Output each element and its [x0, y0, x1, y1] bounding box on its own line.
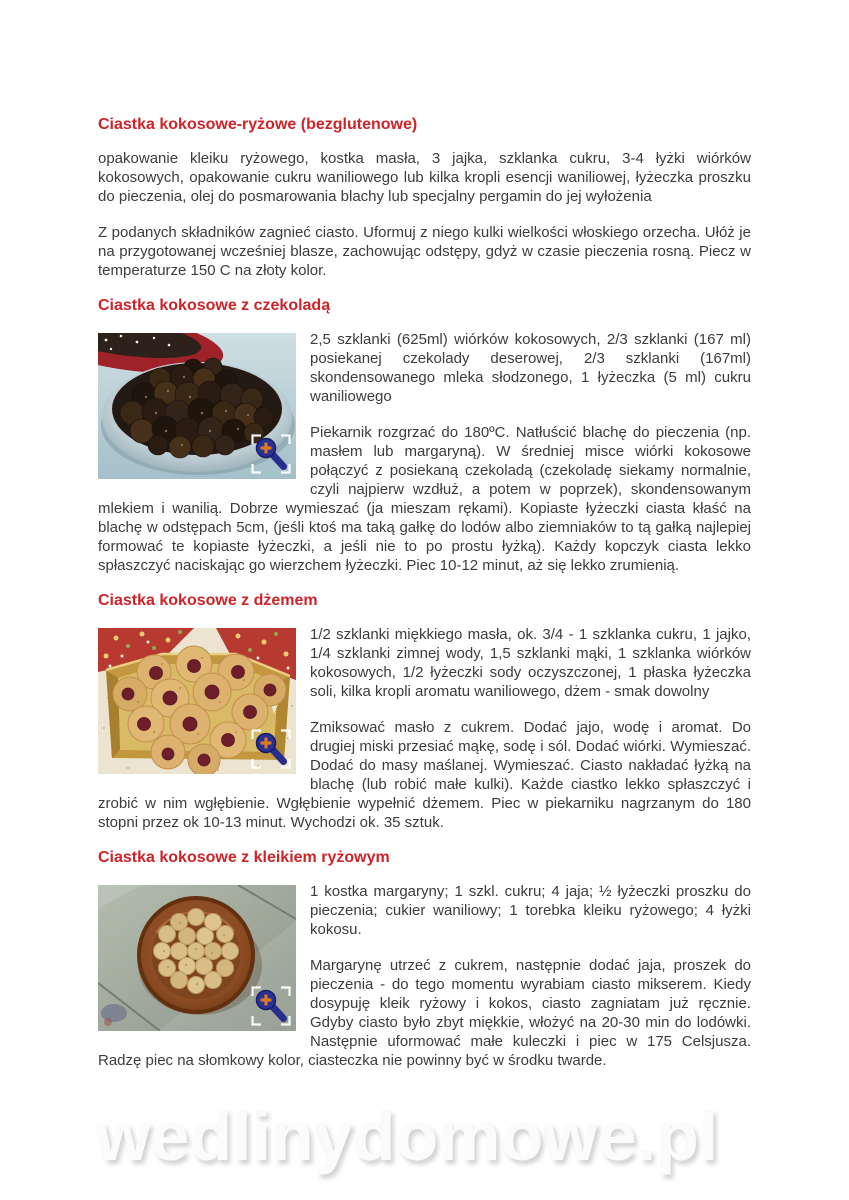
- watermark: wedlinydomowe.pl: [96, 1097, 719, 1175]
- section-title: Ciastka kokosowe z czekoladą: [98, 297, 331, 314]
- zoom-icon[interactable]: [251, 986, 291, 1026]
- ingredients-paragraph: opakowanie kleiku ryżowego, kostka masła, 3 jajka, szklanka cukru, 3-4 łyżki wiórków kokosowych, opakowanie cukru waniliowego lub kilka kropli esencji waniliowej, łyżeczka proszku do pieczenia, olej do posmarowania blachy lub specjalny pergamin do jej wyłożenia: [98, 150, 751, 205]
- section-title: Ciastka kokosowe z kleikiem ryżowym: [98, 849, 390, 866]
- document-content: [98, 116, 751, 1087]
- recipe-section-z-czekolada: [98, 297, 751, 592]
- ingredients-paragraph: 2,5 szklanki (625ml) wiórków kokosowych, 2/3 szklanki (167 ml) posiekanej czekolady deserowej, 2/3 szklanki (167ml) skondensowanego mleka słodzonego, 1 łyżeczka (5 ml) cukru waniliowego: [310, 331, 751, 405]
- instructions-paragraph: Piekarnik rozgrzać do 180ºC. Natłuścić blachę do pieczenia (np. masłem lub margaryną). W średniej misce wiórki kokosowe połączyć z posiekaną czekoladą (czekoladę siekamy normalnie, czyli najpierw wzdłuż, a potem w poprzek), skondensowanym mlekiem i wanilią. Dobrze wymieszać (ja mieszam rękami). Kopiaste łyżeczki ciasta kłaść na blachę w odstępach 5cm, (jeśli ktoś ma taką gałkę do lodów albo ziemniaków to tą gałką najlepiej formować te kopiaste łyżeczki, a jeśli nie to po prostu łyżką). Każdy kopczyk ciasta lekko spłaszczyć naciskając go wierzchem łyżeczki. Piec 10-12 minut, aż się lekko zrumienią.: [98, 424, 751, 574]
- instructions-paragraph: Z podanych składników zagnieć ciasto. Uformuj z niego kulki wielkości włoskiego orzecha. Ułóż je na przygotowanej wcześniej blasze, zachowując odstępy, gdyż w czasie pieczenia rosną. Piecz w temperaturze 150 C na złoty kolor.: [98, 224, 751, 279]
- jam-coconut-cookies-photo[interactable]: [98, 628, 296, 774]
- zoom-icon[interactable]: [251, 729, 291, 769]
- recipe-section-z-dzemem: [98, 592, 751, 849]
- instructions-paragraph: Margarynę utrzeć z cukrem, następnie dodać jaja, proszek do pieczenia - do tego momentu wyrabiam ciasto mikserem. Kiedy dosypuję kleik ryżowy i kokos, ciasto zagniatam już ręcznie. Gdyby ciasto było zbyt miękkie, włożyć na 20-30 min do lodówki. Następnie uformować małe kuleczki i piec w 175 Celsjusza. Radzę piec na słomkowy kolor, ciasteczka nie powinny być w środku twarde.: [98, 957, 751, 1069]
- recipe-section-kokosowe-ryzowe: [98, 116, 751, 280]
- ingredients-paragraph: 1 kostka margaryny; 1 szkl. cukru; 4 jaja; ½ łyżeczki proszku do pieczenia; cukier waniliowy; 1 torebka kleiku ryżowego; 4 łyżki kokosu.: [310, 883, 751, 938]
- chocolate-coconut-cookies-photo[interactable]: [98, 333, 296, 479]
- recipe-section-z-kleikiem: [98, 849, 751, 1087]
- instructions-paragraph: Zmiksować masło z cukrem. Dodać jajo, wodę i aromat. Do drugiej miski przesiać mąkę, sodę i sól. Dodać wiórki. Wymieszać. Dodać do masy maślanej. Wymieszać. Ciasto nakładać łyżką na blachę (lub robić małe kulki). Każde ciastko lekko spłaszczyć i zrobić w nim wgłębienie. Wgłębienie wypełnić dżemem. Piec w piekarniku nagrzanym do 180 stopni przez ok 10-13 minut. Wychodzi ok. 35 sztuk.: [98, 719, 751, 831]
- zoom-icon[interactable]: [251, 434, 291, 474]
- ingredients-paragraph: 1/2 szklanki miękkiego masła, ok. 3/4 - 1 szklanka cukru, 1 jajko, 1/4 szklanki zimnej wody, 1,5 szklanki mąki, 1 szklanka wiórków kokosowych, 1/2 łyżeczki sody oczyszczonej, 1 płaska łyżeczka soli, kilka kropli aromatu waniliowego, dżem - smak dowolny: [310, 626, 751, 700]
- section-title: Ciastka kokosowe z dżemem: [98, 592, 318, 609]
- section-title: Ciastka kokosowe-ryżowe (bezglutenowe): [98, 116, 418, 133]
- rice-gruel-coconut-cookies-photo[interactable]: [98, 885, 296, 1031]
